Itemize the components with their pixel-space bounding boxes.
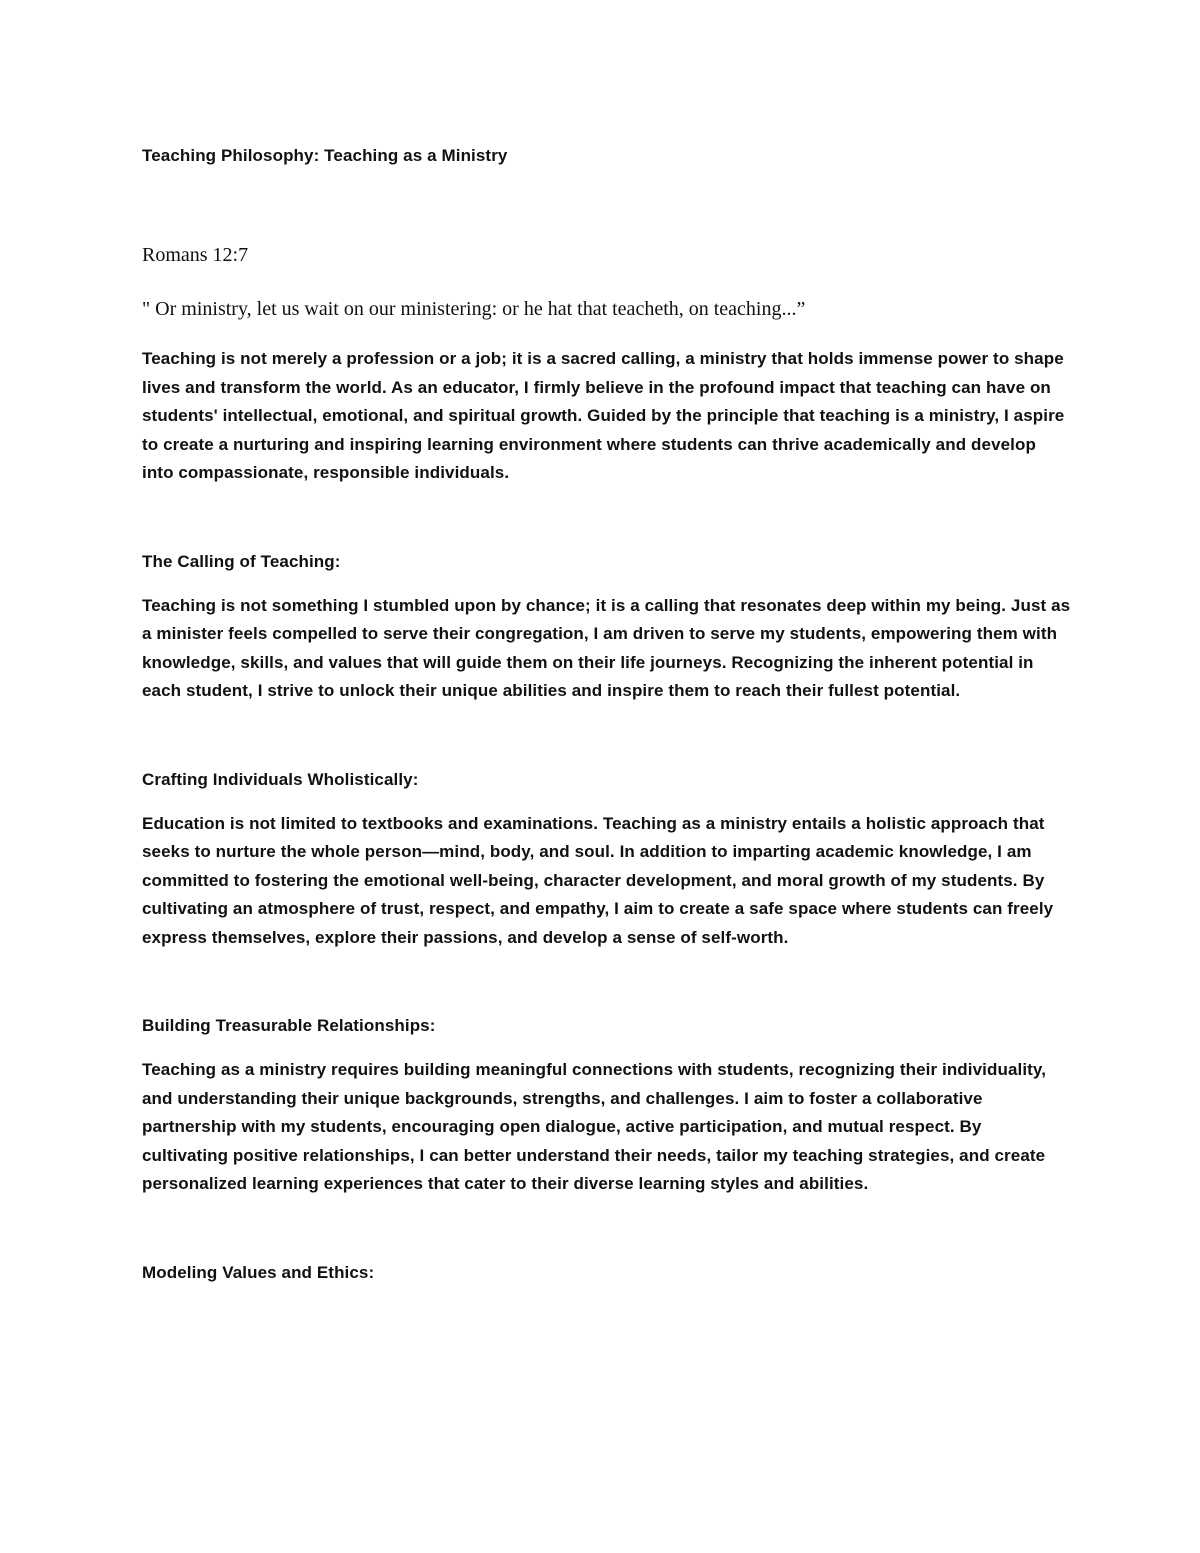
section-body-relationships: Teaching as a ministry requires building meaningful connections with students, recognizing their individuality, and understanding their unique backgrounds, strengths, and challenges. I aim to foster a collaborative partnership with my students, encouraging open dialogue, active participation, and mutual respect. By cultivating positive relationships, I can better understand their needs, tailor my teaching strategies, and create personalized learning experiences that cater to their diverse learning styles and abilities. bbox=[142, 1060, 1047, 1193]
section-heading-relationships: Building Treasurable Relationships: bbox=[142, 1016, 436, 1035]
intro-paragraph: Teaching is not merely a profession or a job; it is a sacred calling, a ministry that holds immense power to shape lives and transform the world. As an educator, I firmly believe in the profound impact that teaching can have on students' intellectual, emotional, and spiritual growth. Guided by the principle that teaching is a ministry, I aspire to create a nurturing and inspiring learning environment where students can thrive academically and develop into compassionate, responsible individuals. bbox=[142, 349, 1065, 482]
verse-reference: Romans 12:7 bbox=[142, 244, 249, 266]
document-body bbox=[142, 143, 1072, 1287]
section-body-wholistic: Education is not limited to textbooks and examinations. Teaching as a ministry entails a holistic approach that seeks to nurture the whole person—mind, body, and soul. In addition to imparting academic knowledge, I am committed to fostering the emotional well-being, character development, and moral growth of my students. By cultivating an atmosphere of trust, respect, and empathy, I aim to create a safe space where students can freely express themselves, explore their passions, and develop a sense of self-worth. bbox=[142, 813, 1054, 947]
section-heading-wholistic: Crafting Individuals Wholistically: bbox=[142, 769, 419, 789]
section-heading-calling: The Calling of Teaching: bbox=[142, 551, 341, 571]
section-heading-values: Modeling Values and Ethics: bbox=[142, 1262, 375, 1282]
document-title: Teaching Philosophy: Teaching as a Ministry bbox=[142, 146, 508, 165]
section-body-calling: Teaching is not something I stumbled upon by chance; it is a calling that resonates deep within my being. Just as a minister feels compelled to serve their congregation, I am driven to serve my students, empowering them with knowledge, skills, and values that will guide them on their life journeys. Recognizing the inherent potential in each student, I strive to unlock their unique abilities and inspire them to reach their fullest potential. bbox=[142, 595, 1071, 700]
verse-quote: " Or ministry, let us wait on our ministering: or he hat that teacheth, on teaching...” bbox=[142, 298, 806, 320]
